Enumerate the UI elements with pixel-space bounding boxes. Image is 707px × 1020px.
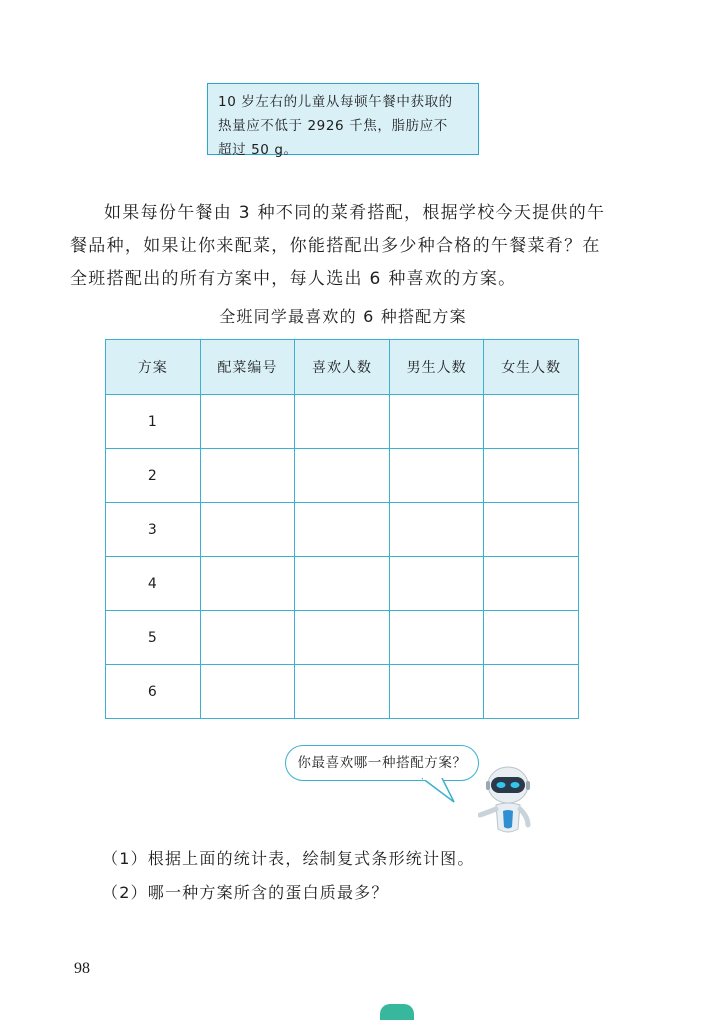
info-line-3: 超过 50 g。 <box>218 142 298 158</box>
empty-cell[interactable] <box>295 449 390 503</box>
table-row <box>106 449 579 503</box>
bottom-tab-marker <box>380 1004 414 1020</box>
question-2: （2）哪一种方案所含的蛋白质最多？ <box>102 883 389 902</box>
empty-cell[interactable] <box>484 557 579 611</box>
favorite-plans-table <box>105 339 579 719</box>
empty-cell[interactable] <box>389 557 484 611</box>
info-box <box>207 83 479 158</box>
header-girls: 女生人数 <box>484 340 579 395</box>
plan-number-cell: 4 <box>106 557 201 611</box>
table-header-row <box>106 340 579 395</box>
empty-cell[interactable] <box>295 395 390 449</box>
question-1: （1）根据上面的统计表，绘制复式条形统计图。 <box>102 849 475 868</box>
instruction-paragraph <box>70 197 640 296</box>
page-number: 98 <box>74 960 90 977</box>
empty-cell[interactable] <box>484 611 579 665</box>
empty-cell[interactable] <box>295 503 390 557</box>
empty-cell[interactable] <box>389 395 484 449</box>
table-row <box>106 611 579 665</box>
empty-cell[interactable] <box>389 449 484 503</box>
empty-cell[interactable] <box>484 449 579 503</box>
empty-cell[interactable] <box>200 665 295 719</box>
info-line-1: 10 岁左右的儿童从每顿午餐中获取的 <box>218 94 453 110</box>
plan-number-cell: 3 <box>106 503 201 557</box>
table-row <box>106 665 579 719</box>
empty-cell[interactable] <box>200 503 295 557</box>
paragraph-line-1: 如果每份午餐由 3 种不同的菜肴搭配，根据学校今天提供的午 <box>104 203 606 223</box>
speech-bubble: 你最喜欢哪一种搭配方案？ <box>285 745 479 781</box>
empty-cell[interactable] <box>200 611 295 665</box>
table-row <box>106 557 579 611</box>
paragraph-line-3: 全班搭配出的所有方案中，每人选出 6 种喜欢的方案。 <box>70 269 517 289</box>
header-plan: 方案 <box>106 340 201 395</box>
empty-cell[interactable] <box>295 665 390 719</box>
empty-cell[interactable] <box>389 611 484 665</box>
empty-cell[interactable] <box>200 449 295 503</box>
header-boys: 男生人数 <box>389 340 484 395</box>
info-line-2: 热量应不低于 2926 千焦，脂肪应不 <box>218 118 448 134</box>
empty-cell[interactable] <box>484 665 579 719</box>
empty-cell[interactable] <box>200 395 295 449</box>
header-dish-numbers: 配菜编号 <box>200 340 295 395</box>
robot-mascot-icon <box>478 763 538 835</box>
header-likes: 喜欢人数 <box>295 340 390 395</box>
table-row <box>106 395 579 449</box>
empty-cell[interactable] <box>484 395 579 449</box>
empty-cell[interactable] <box>389 503 484 557</box>
speech-bubble-tail-icon <box>420 778 460 804</box>
plan-number-cell: 1 <box>106 395 201 449</box>
empty-cell[interactable] <box>295 557 390 611</box>
table-title: 全班同学最喜欢的 6 种搭配方案 <box>219 307 467 326</box>
table-row <box>106 503 579 557</box>
empty-cell[interactable] <box>389 665 484 719</box>
empty-cell[interactable] <box>484 503 579 557</box>
empty-cell[interactable] <box>200 557 295 611</box>
plan-number-cell: 2 <box>106 449 201 503</box>
paragraph-line-2: 餐品种，如果让你来配菜，你能搭配出多少种合格的午餐菜肴？在 <box>70 236 601 256</box>
plan-number-cell: 6 <box>106 665 201 719</box>
empty-cell[interactable] <box>295 611 390 665</box>
plan-number-cell: 5 <box>106 611 201 665</box>
